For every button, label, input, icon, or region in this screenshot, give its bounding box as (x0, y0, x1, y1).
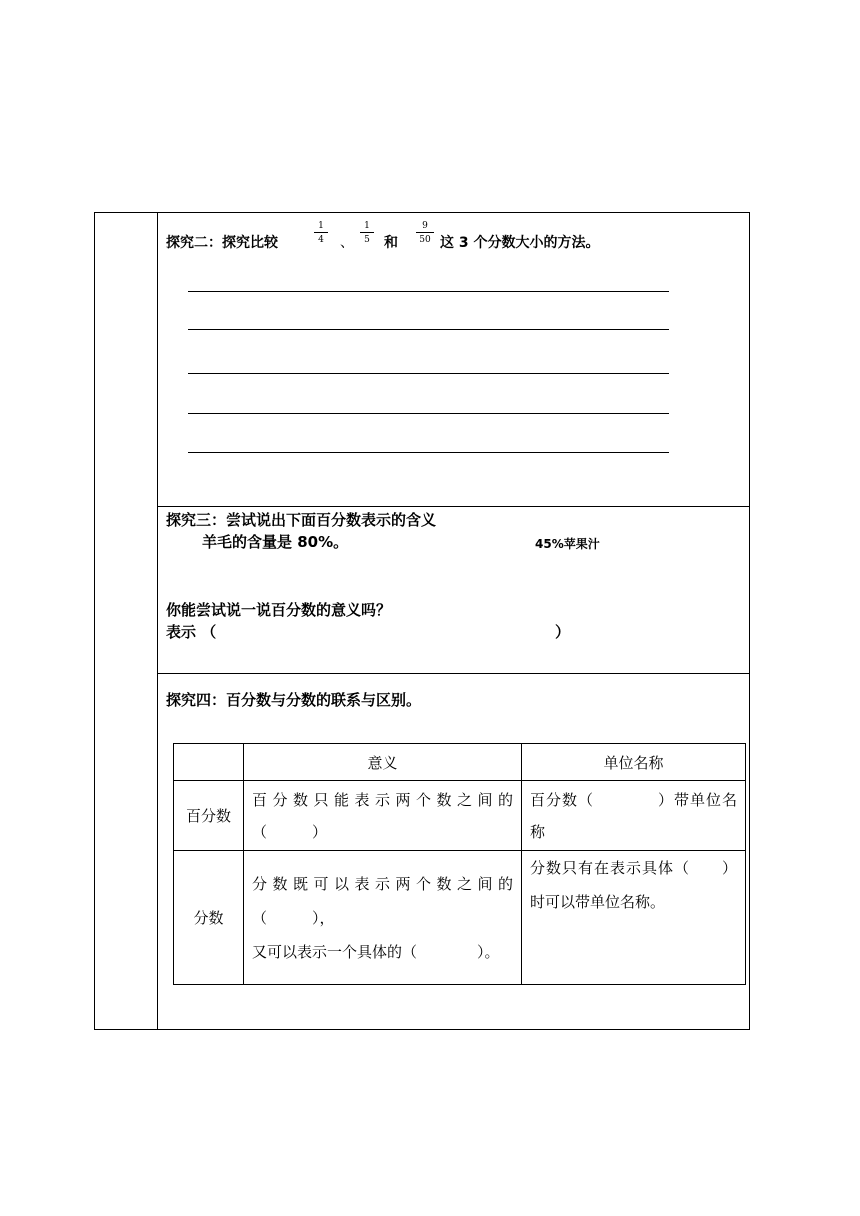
writing-line-2[interactable] (188, 329, 669, 330)
row-label-fraction: 分数 (174, 851, 244, 985)
writing-line-4[interactable] (188, 413, 669, 414)
header-unit-name: 单位名称 (522, 744, 746, 781)
fraction-1-4: 1 4 (314, 221, 328, 245)
writing-line-3[interactable] (188, 373, 669, 374)
header-blank (174, 744, 244, 781)
meaning-question: 你能尝试说一说百分数的意义吗？ (166, 601, 392, 619)
section-divider-3-4 (157, 673, 750, 674)
separator-comma: 、 (340, 235, 354, 251)
comparison-table (173, 743, 746, 985)
example-wool: 羊毛的含量是 80%。 (202, 533, 349, 551)
header-meaning: 意义 (244, 744, 522, 781)
section2-suffix: 这 3 个分数大小的方法。 (440, 235, 600, 251)
table-header-row (174, 744, 746, 781)
cell-fraction-unit: 分数只有在表示具体（ ）时可以带单位名称。 (522, 851, 746, 985)
cell-percent-meaning: 百分数只能表示两个数之间的（ ） (244, 781, 522, 851)
fraction-meaning-line1: 分数既可以表示两个数之间的（ ）， (252, 874, 513, 927)
fraction-meaning-line2: 又可以表示一个具体的（ ）。 (252, 942, 500, 961)
writing-line-1[interactable] (188, 291, 669, 292)
fraction-9-50: 9 50 (416, 221, 434, 245)
fraction-1-5: 1 5 (360, 221, 374, 245)
example-apple-juice: 45%苹果汁 (535, 537, 600, 551)
answer-suffix: ） (555, 623, 571, 641)
section4-title: 探究四：百分数与分数的联系与区别。 (166, 691, 422, 709)
row-label-percent: 百分数 (174, 781, 244, 851)
writing-line-5[interactable] (188, 452, 669, 453)
cell-percent-unit: 百分数（ ）带单位名称 (522, 781, 746, 851)
column-divider (157, 212, 158, 1030)
section3-title: 探究三：尝试说出下面百分数表示的含义 (166, 511, 437, 529)
table-row-percent (174, 781, 746, 851)
conjunction-and: 和 (384, 235, 398, 251)
cell-fraction-meaning (244, 851, 522, 985)
section2-title: 探究二：探究比较 (166, 235, 278, 251)
answer-prefix: 表示 （ (166, 623, 217, 641)
table-row-fraction (174, 851, 746, 985)
section-divider-2-3 (157, 506, 750, 507)
